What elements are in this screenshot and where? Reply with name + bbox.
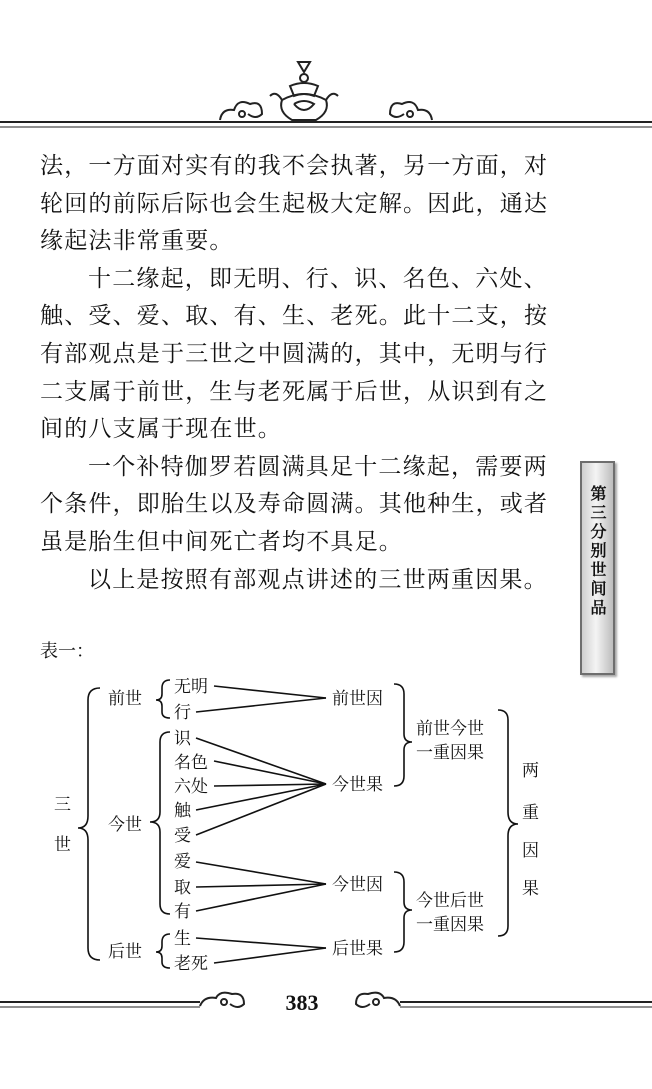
- link-1: 无明: [174, 677, 208, 697]
- pair-2-line-2: 一重因果: [416, 915, 484, 935]
- link-4: 名色: [174, 753, 208, 773]
- summary-char-1: 两: [522, 761, 539, 781]
- summary-char-4: 果: [522, 879, 539, 899]
- treasure-vase-icon: [270, 62, 338, 122]
- top-ornament: [0, 0, 652, 140]
- pair-2-line-1: 今世后世: [416, 891, 484, 911]
- table-label: 表一：: [40, 641, 94, 662]
- summary-char-2: 重: [522, 803, 539, 823]
- link-8: 爱: [174, 852, 191, 872]
- chapter-side-tab: [580, 461, 615, 675]
- summary-char-3: 因: [522, 841, 539, 861]
- link-3: 识: [174, 729, 191, 749]
- pair-1-line-1: 前世今世: [416, 719, 484, 739]
- group-former-cause: 前世因: [332, 689, 383, 709]
- chapter-side-tab-label: 第三分别世间品: [588, 485, 607, 618]
- link-10: 有: [174, 902, 191, 922]
- paragraph-3: 一个补特伽罗若圆满具足十二缘起，需要两个条件，即胎生以及寿命圆满。其他种生，或者虽是胎生但中间死亡者均不具足。: [40, 453, 549, 555]
- root-label-2: 世: [54, 835, 71, 855]
- life-present: 今世: [108, 815, 142, 835]
- twelve-links-diagram: [0, 660, 652, 980]
- root-label-1: 三: [54, 795, 71, 815]
- group-future-effect: 后世果: [332, 939, 383, 959]
- paragraph-2: 十二缘起，即无明、行、识、名色、六处、触、受、爱、取、有、生、老死。此十二支，按有部观点是于三世之中圆满的，其中，无明与行二支属于前世，生与老死属于后世，从识到有之间的八支属于现在世。: [40, 265, 549, 443]
- paragraph-4: 以上是按照有部观点讲述的三世两重因果。: [88, 566, 548, 593]
- paragraph-1: 法，一方面对实有的我不会执著，另一方面，对轮回的前际后际也会生起极大定解。因此，通达缘起法非常重要。: [40, 153, 549, 255]
- link-6: 触: [174, 801, 191, 821]
- group-present-cause: 今世因: [332, 875, 383, 895]
- group-present-effect: 今世果: [332, 775, 383, 795]
- life-former: 前世: [108, 689, 142, 709]
- pair-1-line-2: 一重因果: [416, 743, 484, 763]
- link-9: 取: [174, 878, 191, 898]
- body-text: [40, 148, 565, 599]
- link-5: 六处: [174, 777, 208, 797]
- life-future: 后世: [108, 942, 142, 962]
- link-2: 行: [174, 703, 191, 723]
- page-number: 383: [285, 990, 319, 1015]
- link-11: 生: [174, 929, 191, 949]
- link-12: 老死: [174, 954, 208, 974]
- bottom-ornament: [0, 990, 652, 1030]
- link-7: 受: [174, 826, 191, 846]
